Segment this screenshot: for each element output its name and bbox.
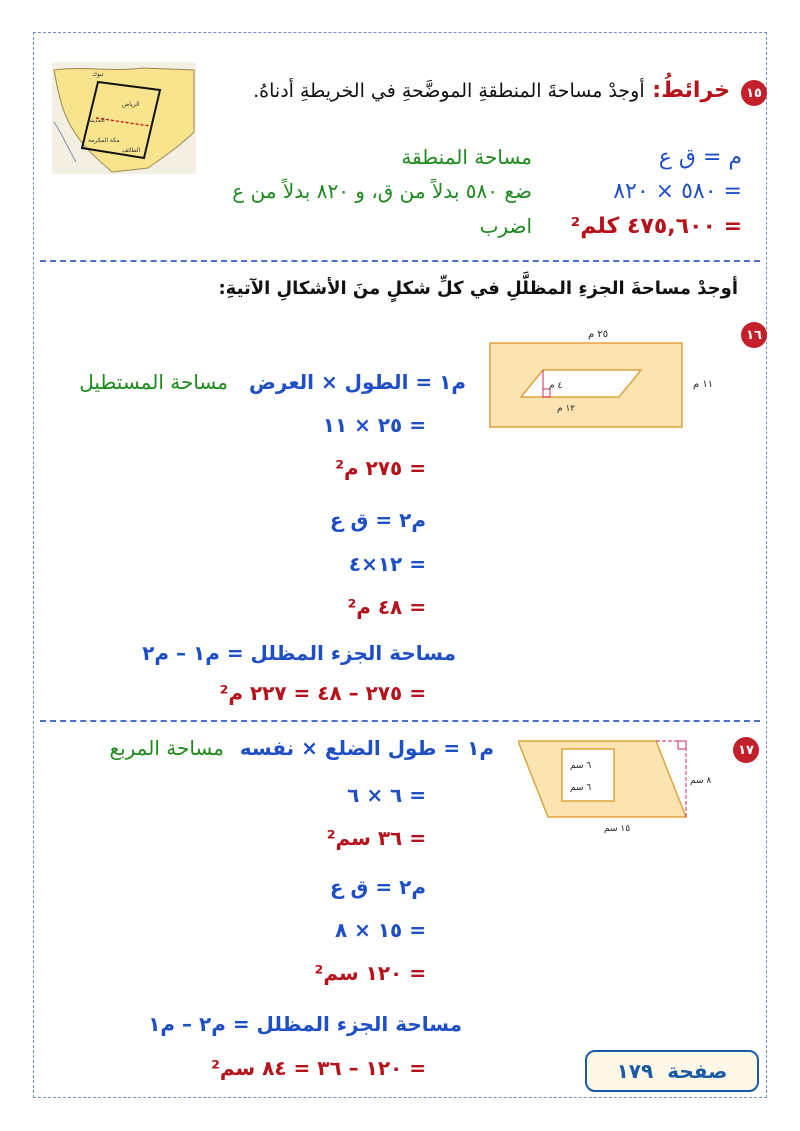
map-figure (52, 62, 196, 174)
fig17-base-label: ١٥ سم (604, 824, 631, 834)
p15-step1-note: ضع ٥٨٠ بدلاً من ق، و ٨٢٠ بدلاً من ع (232, 179, 532, 203)
fig17-square (562, 749, 614, 801)
page-number-box (585, 1050, 759, 1092)
divider-2 (40, 720, 760, 722)
p17-line6: = ١٢٠ سم² (314, 961, 426, 985)
p15-step1: = ٥٨٠ × ٨٢٠ (613, 179, 742, 204)
p17-line1-note: مساحة المربع (109, 736, 224, 760)
p17-line7: مساحة الجزء المظلل = م٢ – م١ (148, 1012, 462, 1036)
problem-15-label: خرائطُ: (652, 78, 730, 103)
p16-line7: مساحة الجزء المظلل = م١ – م٢ (142, 641, 456, 665)
p17-line3: = ٣٦ سم² (326, 826, 426, 850)
problem-17-number-badge: ١٧ (733, 737, 759, 763)
p15-step2: = ٤٧٥,٦٠٠ كلم² (570, 214, 742, 239)
page-label: صفحة (667, 1059, 728, 1083)
p17-line5: = ١٥ × ٨ (334, 918, 426, 942)
fig16-top-label: ٢٥ م (588, 329, 609, 340)
problem-17-figure (518, 735, 730, 835)
problem-16-figure (485, 325, 725, 435)
page-number: ١٧٩ (616, 1059, 654, 1083)
p17-line1: م١ = طول الضلع × نفسه (239, 736, 494, 760)
p17-line8: = ١٢٠ – ٣٦ = ٨٤ سم² (211, 1056, 426, 1080)
fig16-height-label: ٤ م (549, 381, 563, 391)
p16-line8: = ٢٧٥ – ٤٨ = ٢٢٧ م² (219, 681, 426, 705)
fig16-parallelogram (521, 370, 641, 397)
svg-text:الرياض: الرياض (122, 101, 140, 108)
p16-line6: = ٤٨ م² (347, 595, 426, 619)
instruction: أوجدْ مساحةَ الجزءِ المظلَّلِ في كلِّ شكلٍ منَ الأشكالِ الآتيةِ: (218, 278, 738, 299)
problem-15-number-badge: ١٥ (741, 80, 767, 106)
p16-line2: = ٢٥ × ١١ (322, 413, 426, 437)
p17-line4: م٢ = ق ع (329, 875, 426, 899)
svg-text:مكة المكرمة: مكة المكرمة (88, 137, 120, 144)
divider-1 (40, 260, 760, 262)
p15-formula: م = ق ع (658, 145, 742, 170)
fig17-square-side-1: ٦ سم (570, 761, 592, 771)
svg-text:الطائف: الطائف (122, 147, 141, 154)
p15-step2-note: اضرب (479, 214, 532, 238)
p17-line2: = ٦ × ٦ (347, 783, 426, 807)
p16-line3: = ٢٧٥ م² (335, 456, 426, 480)
fig16-base-label: ١٢ م (557, 404, 576, 414)
p16-line1: م١ = الطول × العرض (249, 370, 466, 394)
p15-formula-note: مساحة المنطقة (401, 145, 532, 169)
svg-text:تبوك: تبوك (92, 71, 104, 78)
fig17-square-side-2: ٦ سم (570, 783, 592, 793)
p16-line5: = ١٢×٤ (348, 552, 426, 576)
problem-15-text: أوجدْ مساحةَ المنطقةِ الموضَّحةِ في الخريطةِ أدناهُ. (253, 80, 645, 102)
p16-line4: م٢ = ق ع (329, 508, 426, 532)
p16-line1-note: مساحة المستطيل (79, 370, 228, 394)
problem-16-number-badge: ١٦ (741, 322, 767, 348)
problem-15-question (253, 78, 730, 103)
fig16-side-label: ١١ م (693, 379, 714, 390)
svg-text:المدينة: المدينة (88, 117, 105, 124)
fig17-height-label: ٨ سم (690, 776, 712, 786)
